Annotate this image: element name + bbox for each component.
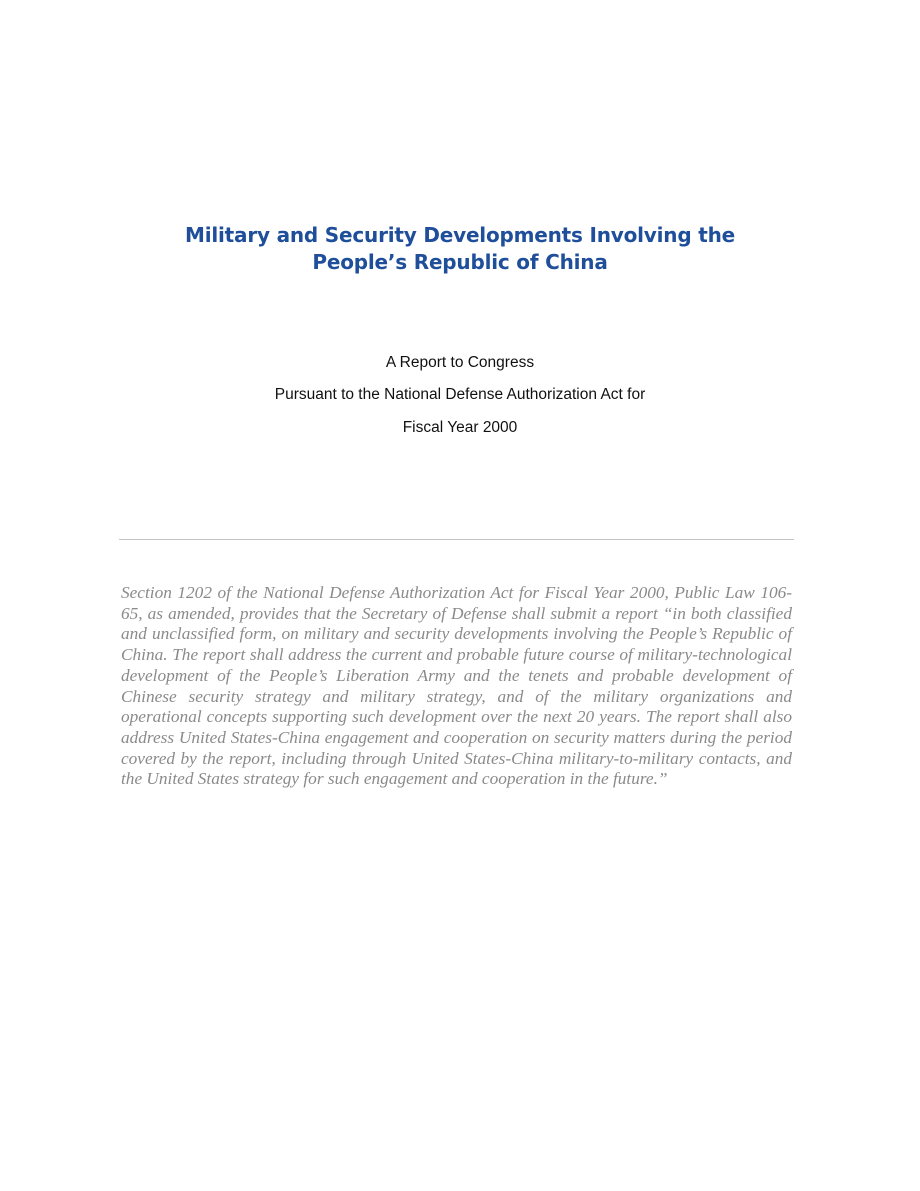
report-subtitle-line-3: Fiscal Year 2000 [402,419,518,436]
statutory-requirement-paragraph: Section 1202 of the National Defense Authorization Act for Fiscal Year 2000, Public Law 106-65, as amended, provides that the Secretary of Defense shall submit a report “in both classified and unclassified form, on military and security developments involving the People’s Republic of China. The report shall address the current and probable future course of military-technological development of the People’s Liberation Army and the tenets and probable development of Chinese security strategy and military strategy, and of the military organizations and operational concepts supporting such development over the next 20 years. The report shall also address United States-China engagement and cooperation on security matters during the period covered by the report, including through United States-China military-to-military contacts, and the United States strategy for such engagement and cooperation in the future.” [121,583,792,789]
report-subtitle-line-1: A Report to Congress [385,354,535,371]
report-subtitle-line-2: Pursuant to the National Defense Authorization Act for [274,386,646,403]
section-divider [119,539,794,540]
report-title-line-1: Military and Security Developments Involving the [185,223,735,247]
report-title-line-2: People’s Republic of China [312,250,608,274]
report-title [0,222,920,276]
